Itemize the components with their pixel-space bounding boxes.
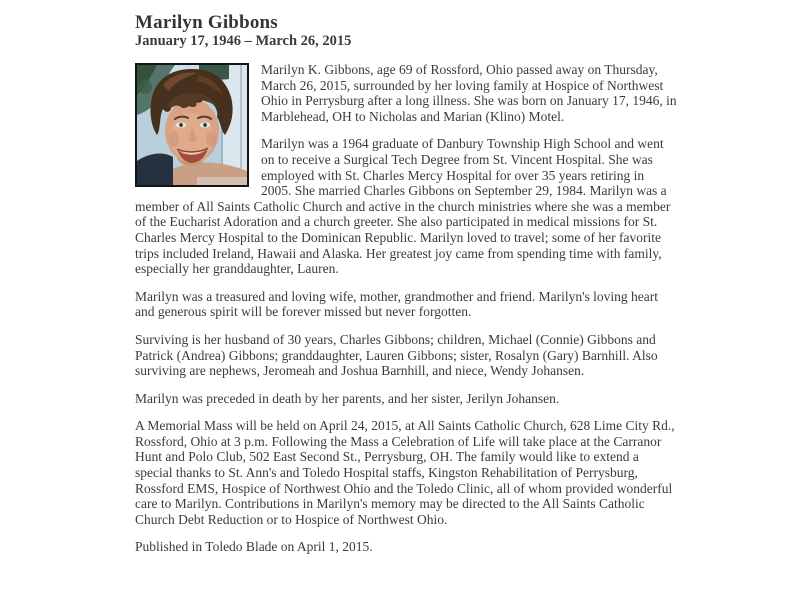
obituary-body [135,62,677,555]
obituary-paragraph: Marilyn K. Gibbons, age 69 of Rossford, Ohio passed away on Thursday, March 26, 2015, surrounded by her loving family at Hospice of Northwest Ohio in Perrysburg after a long illness. She was born on January 17, 1946, in Marblehead, OH to Nicholas and Marian (Klino) Motel. [261,62,677,124]
obituary-document [135,12,677,567]
obituary-paragraph: Marilyn was preceded in death by her parents, and her sister, Jerilyn Johansen. [135,390,560,406]
life-dates: January 17, 1946 – March 26, 2015 [135,33,352,49]
obituary-paragraph: Marilyn was a treasured and loving wife, mother, grandmother and friend. Marilyn's loving heart and generous spirit will be forever missed but never forgotten. [135,288,658,320]
page-title: Marilyn Gibbons [135,12,278,33]
portrait-photo [135,63,249,187]
obituary-paragraph: A Memorial Mass will be held on April 24, 2015, at All Saints Catholic Church, 628 Lime City Rd., Rossford, Ohio at 3 p.m. Following the Mass a Celebration of Life will take place at the Carranor Hunt and Polo Club, 502 East Second St., Perrysburg, OH. The family would like to extend a special thanks to St. Ann's and Toledo Hospital staffs, Kingston Rehabilitation of Perrysburg, Rossford EMS, Hospice of Northwest Ohio and the Toledo Clinic, all of whom provided wonderful care to Marilyn. Contributions in Marilyn's memory may be directed to the All Saints Catholic Church Debt Reduction or to Hospice of Northwest Ohio. [135,418,675,527]
portrait-photo-graphic [137,65,247,185]
obituary-paragraph: Marilyn was a 1964 graduate of Danbury Township High School and went on to receive a Surgical Tech Degree from St. Vincent Hospital. She was employed with St. Charles Mercy Hospital for over 35 years retiring in 2005. She married Charles Gibbons on September 29, 1984. Marilyn was a member of All Saints Catholic Church and active in the church ministries where she was a member of the Eucharist Adoration and a church greeter. She also participated in medical missions for St. Charles Mercy Hospital to the Dominican Republic. Marilyn loved to travel; some of her favorite trips included Ireland, Hawaii and Alaska. Her greatest joy came from spending time with family, especially her granddaughter, Lauren. [135,136,671,277]
obituary-paragraph: Published in Toledo Blade on April 1, 2015. [135,539,373,555]
obituary-paragraph: Surviving is her husband of 30 years, Charles Gibbons; children, Michael (Connie) Gibbons and Patrick (Andrea) Gibbons; granddaughter, Lauren Gibbons; sister, Rosalyn (Gary) Barnhill. Also surviving are nephews, Jeromeah and Joshua Barnhill, and niece, Wendy Johansen. [135,331,658,379]
